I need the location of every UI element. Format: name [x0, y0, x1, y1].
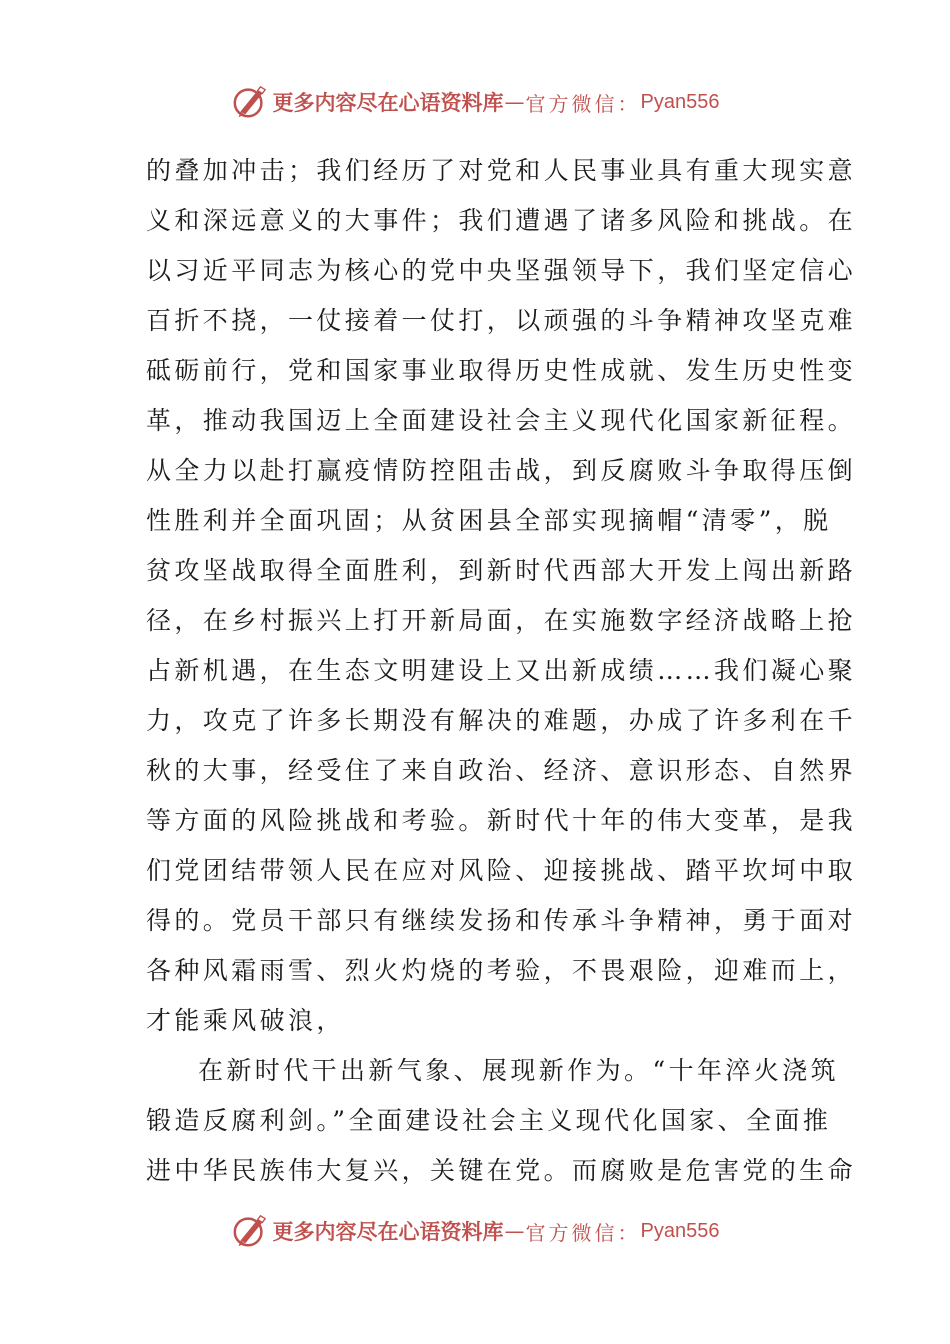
- pen-circle-logo-icon: [231, 1212, 269, 1250]
- body-line: 从全力以赴打赢疫情防控阻击战，到反腐败斗争取得压倒: [146, 456, 857, 485]
- banner-dash: —: [504, 90, 525, 114]
- footer-banner: [0, 1209, 950, 1253]
- body-line: 百折不挠，一仗接着一仗打，以顽强的斗争精神攻坚克难: [146, 306, 857, 335]
- pen-circle-logo-icon: [231, 83, 269, 121]
- body-line: 义和深远意义的大事件；我们遭遇了诸多风险和挑战。在: [146, 206, 857, 235]
- body-line: 进中华民族伟大复兴，关键在党。而腐败是危害党的生命: [146, 1156, 857, 1185]
- body-line: 贫攻坚战取得全面胜利，到新时代西部大开发上闯出新路: [146, 556, 857, 585]
- body-line: 等方面的风险挑战和考验。新时代十年的伟大变革，是我: [146, 806, 857, 835]
- body-line: 性胜利并全面巩固；从贫困县全部实现摘帽“清零”，脱: [146, 506, 832, 535]
- banner-dash: —: [504, 1219, 525, 1243]
- paragraph-first-line: 在新时代干出新气象、展现新作为。“十年淬火浇筑: [198, 1056, 839, 1085]
- banner-wechat-label: 官方微信：: [525, 1220, 641, 1245]
- banner-wechat-id: Pyan556: [640, 1219, 720, 1242]
- body-line: 秋的大事，经受住了来自政治、经济、意识形态、自然界: [146, 756, 857, 785]
- body-line: 砥砺前行，党和国家事业取得历史性成就、发生历史性变: [146, 356, 857, 385]
- body-line: 径，在乡村振兴上打开新局面，在实施数字经济战略上抢: [146, 606, 857, 635]
- body-line: 革，推动我国迈上全面建设社会主义现代化国家新征程。: [146, 406, 857, 435]
- banner-wechat-label: 官方微信：: [525, 91, 641, 116]
- body-line: 锻造反腐利剑。”全面建设社会主义现代化国家、全面推: [146, 1106, 832, 1135]
- header-banner: [0, 80, 950, 124]
- body-line: 以习近平同志为核心的党中央坚强领导下，我们坚定信心: [146, 256, 857, 285]
- banner-wechat-id: Pyan556: [640, 90, 720, 113]
- body-line: 的叠加冲击；我们经历了对党和人民事业具有重大现实意: [146, 156, 857, 185]
- banner-main-text: 更多内容尽在心语资料库: [272, 1219, 504, 1244]
- document-body: [146, 146, 857, 1196]
- banner-main-text: 更多内容尽在心语资料库: [272, 90, 504, 115]
- body-line: 才能乘风破浪，: [146, 1006, 345, 1035]
- body-line: 们党团结带领人民在应对风险、迎接挑战、踏平坎坷中取: [146, 856, 857, 885]
- body-line: 力，攻克了许多长期没有解决的难题，办成了许多利在千: [146, 706, 857, 735]
- body-line: 得的。党员干部只有继续发扬和传承斗争精神，勇于面对: [146, 906, 857, 935]
- body-line: 占新机遇，在生态文明建设上又出新成绩……我们凝心聚: [146, 656, 857, 685]
- body-line: 各种风霜雨雪、烈火灼烧的考验，不畏艰险，迎难而上，: [146, 956, 857, 985]
